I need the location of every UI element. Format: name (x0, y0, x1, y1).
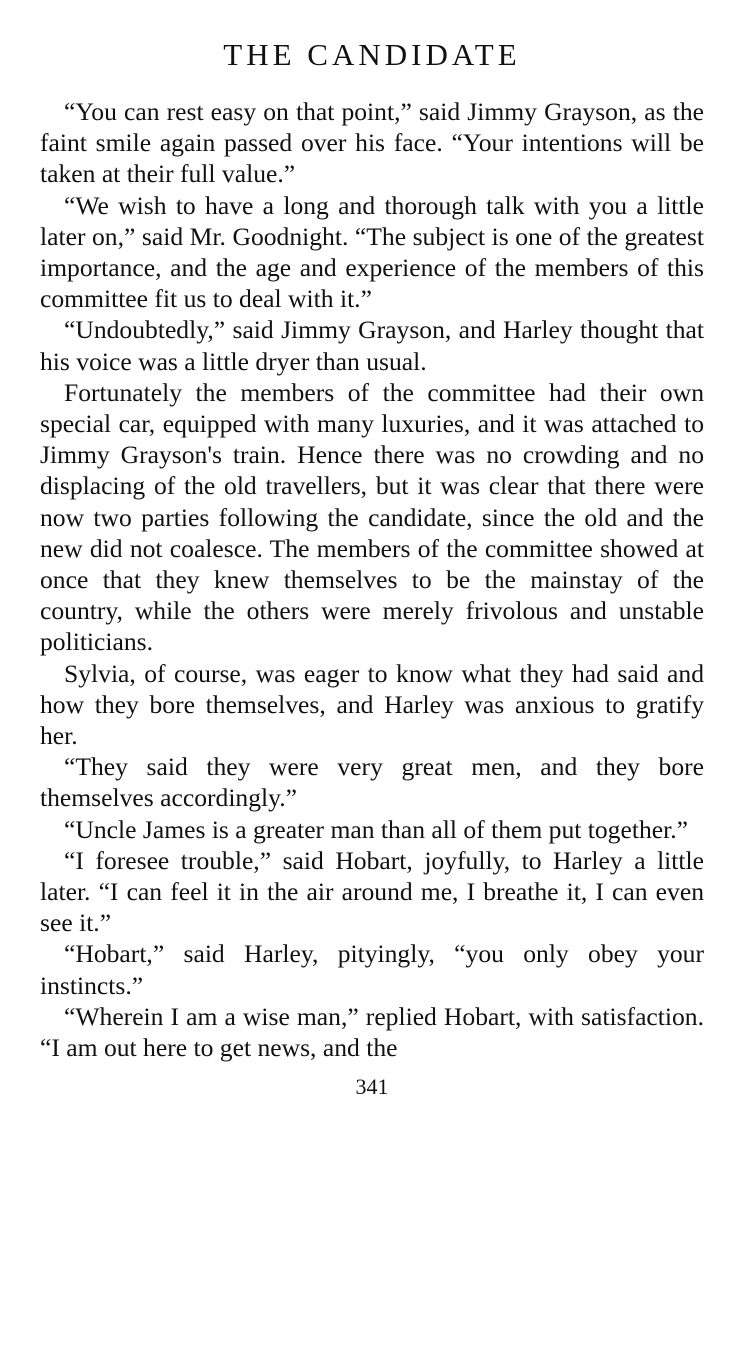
body-text (40, 96, 704, 1063)
paragraph: Sylvia, of course, was eager to know what they had said and how they bore themselves, and Harley was anxious to gratify her. (40, 658, 704, 751)
page-number: 341 (355, 1074, 389, 1100)
paragraph: “We wish to have a long and thorough talk with you a little later on,” said Mr. Goodnight. “The subject is one of the greatest importance, and the age and experience of the members of this committee fit us to deal with it.” (40, 190, 704, 314)
paragraph: “Hobart,” said Harley, pityingly, “you only obey your instincts.” (40, 939, 704, 1000)
running-head: THE CANDIDATE (223, 37, 521, 72)
paragraph: “You can rest easy on that point,” said Jimmy Grayson, as the faint smile again passed over his face. “Your intentions will be taken at their full value.” (40, 97, 704, 189)
book-page (40, 36, 704, 1101)
paragraph: “Wherein I am a wise man,” replied Hobart, with satisfaction. “I am out here to get news, and the (40, 1001, 704, 1063)
paragraph: Fortunately the members of the committee had their own special car, equipped with many luxuries, and it was attached to Jimmy Grayson's train. Hence there was no crowding and no displacing of the old travellers, but it was clear that there were now two parties following the candidate, since the old and the new did not coalesce. The members of the committee showed at once that they knew themselves to be the mainstay of the country, while the others were merely frivolous and unstable politicians. (40, 377, 704, 657)
paragraph: “They said they were very great men, and they bore themselves accordingly.” (40, 752, 704, 813)
paragraph: “Undoubtedly,” said Jimmy Grayson, and Harley thought that his voice was a little dryer than usual. (40, 315, 704, 376)
paragraph: “I foresee trouble,” said Hobart, joyfully, to Harley a little later. “I can feel it in the air around me, I breathe it, I can even see it.” (40, 845, 704, 938)
paragraph: “Uncle James is a greater man than all of them put together.” (64, 814, 688, 844)
